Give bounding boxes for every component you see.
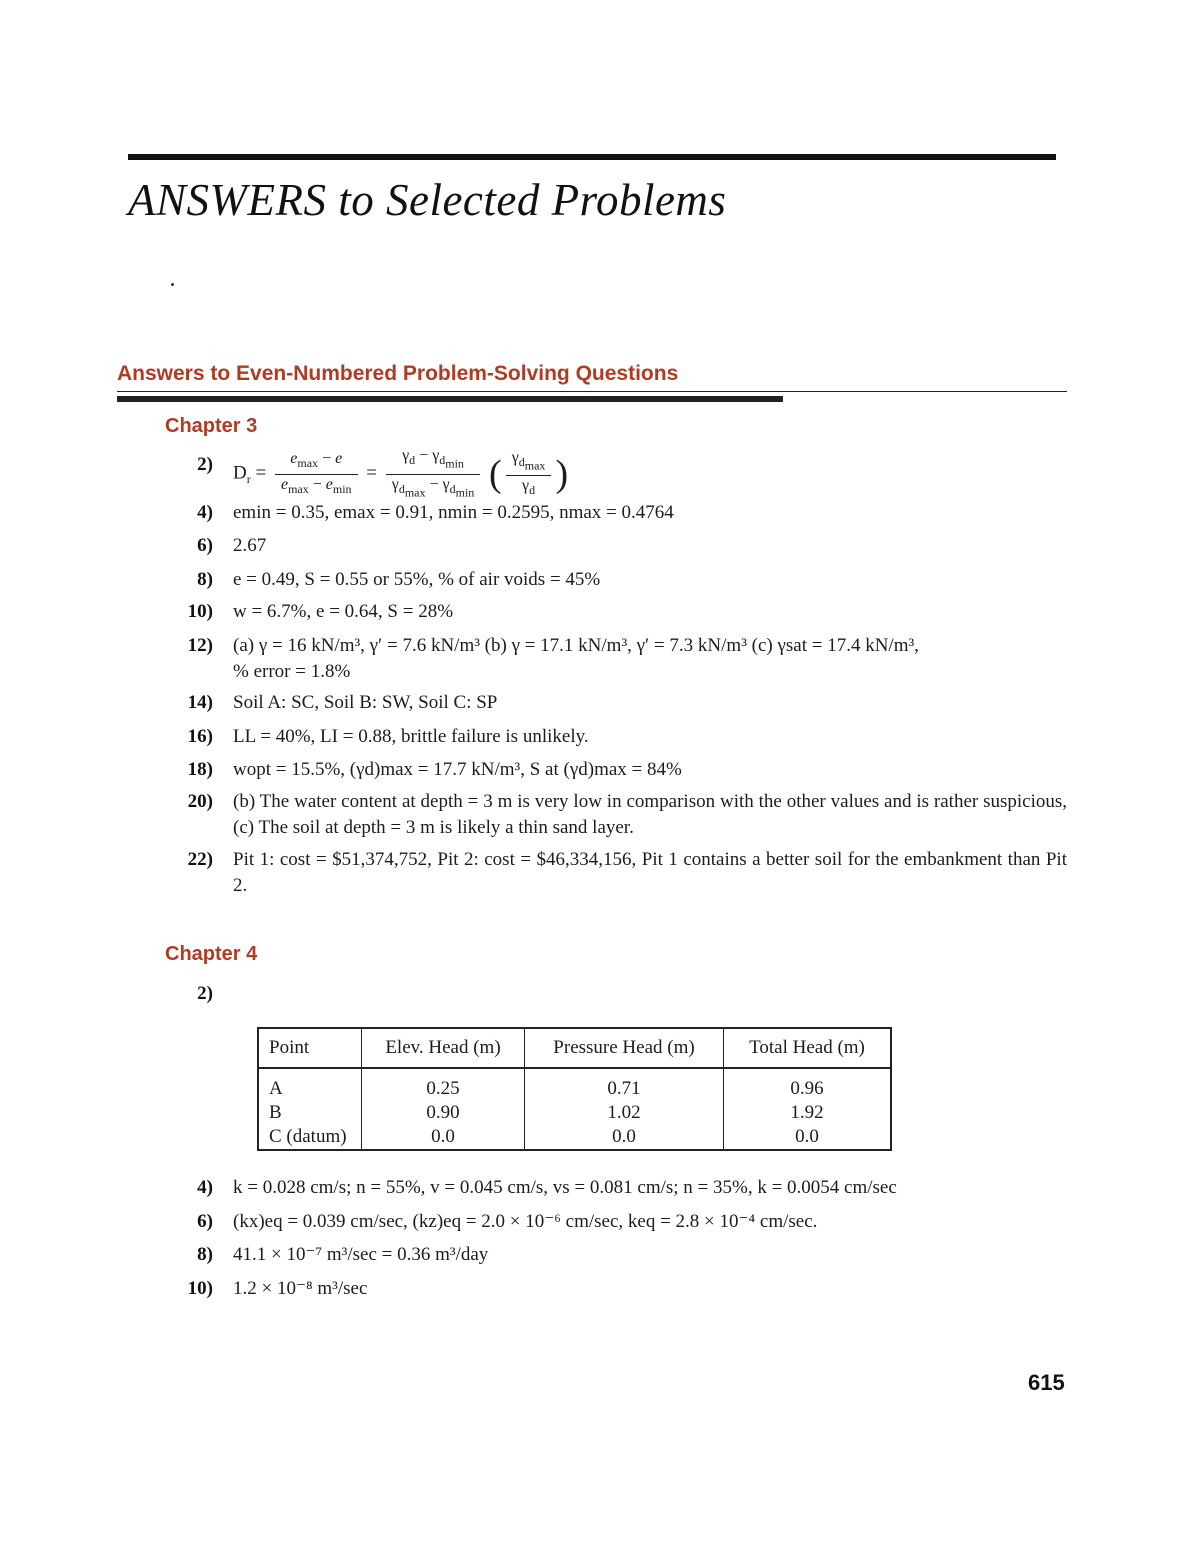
- answer-text: (kx)eq = 0.039 cm/sec, (kz)eq = 2.0 × 10⁻⁶ cm/sec, keq = 2.8 × 10⁻⁴ cm/sec.: [233, 1211, 818, 1232]
- answer-number: 20): [187, 791, 213, 812]
- answer-number: 2): [197, 454, 213, 475]
- section-rule-thick: [117, 396, 783, 402]
- answer-number: 6): [197, 535, 213, 556]
- table-row: [258, 1125, 891, 1150]
- table-cell: 0.0: [362, 1125, 525, 1150]
- table-row: [258, 1101, 891, 1125]
- answer-text: 2.67: [233, 535, 267, 556]
- table-cell: 0.0: [724, 1125, 892, 1150]
- table-cell: A: [269, 1078, 283, 1099]
- section-heading: Answers to Even-Numbered Problem-Solving Questions: [117, 362, 679, 385]
- column-header: Pressure Head (m): [525, 1028, 724, 1068]
- answer-number: 10): [187, 1278, 213, 1299]
- top-rule: [128, 154, 1056, 160]
- chapter-4-heading: Chapter 4: [165, 943, 258, 965]
- stray-dot: [171, 283, 174, 286]
- answer-text: (a) γ = 16 kN/m³, γ′ = 7.6 kN/m³ (b) γ = 17.1 kN/m³, γ′ = 7.3 kN/m³ (c) γsat = 17.4 kN/m³, % error = 1.8%: [233, 635, 919, 682]
- answer-number: 6): [197, 1211, 213, 1232]
- answer-text: (b) The water content at depth = 3 m is very low in comparison with the other values and is rather suspicious, (c) The soil at depth = 3 m is likely a thin sand layer.: [233, 791, 1067, 838]
- page-number: 615: [1028, 1370, 1065, 1395]
- table-cell: 0.71: [525, 1068, 724, 1101]
- answer-text: 1.2 × 10⁻⁸ m³/sec: [233, 1278, 368, 1299]
- answer-text: e = 0.49, S = 0.55 or 55%, % of air voids = 45%: [233, 569, 601, 590]
- table-cell: 0.96: [724, 1068, 892, 1101]
- table-cell: B: [269, 1102, 282, 1123]
- answer-text: Pit 1: cost = $51,374,752, Pit 2: cost = $46,334,156, Pit 1 contains a better soil for the embankment than Pit 2.: [233, 849, 1067, 896]
- answer-number: 12): [187, 635, 213, 656]
- answer-number: 10): [187, 601, 213, 622]
- head-table: [257, 1027, 892, 1151]
- column-header: Elev. Head (m): [362, 1028, 525, 1068]
- table-cell: 0.90: [362, 1101, 525, 1125]
- answer-text: w = 6.7%, e = 0.64, S = 28%: [233, 601, 454, 622]
- answer-text: 41.1 × 10⁻⁷ m³/sec = 0.36 m³/day: [233, 1244, 489, 1265]
- column-header: Total Head (m): [724, 1028, 892, 1068]
- answer-number: 2): [197, 983, 213, 1004]
- answer-number: 4): [197, 502, 213, 523]
- answer-number: 4): [197, 1177, 213, 1198]
- answer-text: LL = 40%, LI = 0.88, brittle failure is unlikely.: [233, 726, 589, 747]
- chapter-3-heading: Chapter 3: [165, 415, 258, 437]
- answer-text: Soil A: SC, Soil B: SW, Soil C: SP: [233, 692, 498, 713]
- answer-number: 14): [187, 692, 213, 713]
- table-cell: C (datum): [269, 1126, 347, 1147]
- answer-text: emin = 0.35, emax = 0.91, nmin = 0.2595, nmax = 0.4764: [233, 502, 674, 523]
- table-cell: 0.25: [362, 1068, 525, 1101]
- page-title: ANSWERS to Selected Problems: [128, 175, 727, 225]
- table-cell: 0.0: [525, 1125, 724, 1150]
- table-header-row: [258, 1028, 891, 1068]
- answer-number: 22): [187, 849, 213, 870]
- answer-text: wopt = 15.5%, (γd)max = 17.7 kN/m³, S at (γd)max = 84%: [233, 759, 682, 780]
- answer-formula: $D_r$ = $\frac{e_{max} - e}{e_{max} - e_{min}}$ = $\frac{\gamma_d - \gamma_{d_{min}}}{\gamma_{d_{max}} - \gamma_{d_{min}}}$ ( $\frac{\gamma_{d_{max}}}{\gamma_d}$ ): [233, 447, 569, 500]
- table-cell: 1.02: [525, 1101, 724, 1125]
- table-cell: 1.92: [724, 1101, 892, 1125]
- answer-number: 8): [197, 1244, 213, 1265]
- answer-number: 18): [187, 759, 213, 780]
- column-header: Point: [258, 1028, 362, 1068]
- answer-number: 16): [187, 726, 213, 747]
- answer-text: k = 0.028 cm/s; n = 55%, v = 0.045 cm/s, vs = 0.081 cm/s; n = 35%, k = 0.0054 cm/sec: [233, 1177, 897, 1198]
- table-row: [258, 1068, 891, 1101]
- section-rule-thin: [117, 391, 1067, 392]
- answer-number: 8): [197, 569, 213, 590]
